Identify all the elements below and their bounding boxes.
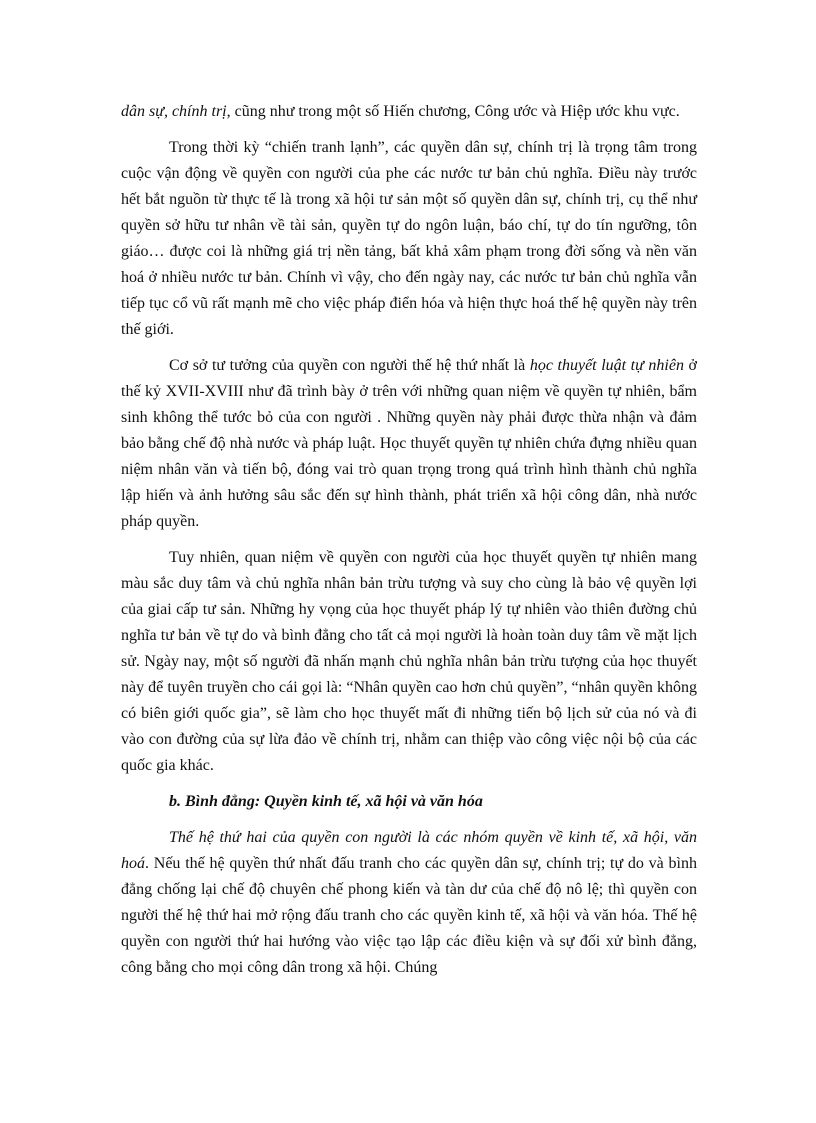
paragraph-2: Trong thời kỳ “chiến tranh lạnh”, các quyền dân sự, chính trị là trọng tâm trong cuộc vận động về quyền con người của phe các nước tư bản chủ nghĩa. Điều này trước hết bắt nguồn từ thực tế là trong xã hội tư sản một số quyền dân sự, chính trị, cụ thể như quyền sở hữu tư nhân về tài sản, quyền tự do ngôn luận, báo chí, tự do tín ngưỡng, tôn giáo… được coi là những giá trị nền tảng, bất khả xâm phạm trong đời sống và nền văn hoá ở nhiều nước tư bản. Chính vì vậy, cho đến ngày nay, các nước tư bản chủ nghĩa vẫn tiếp tục cổ vũ rất mạnh mẽ cho việc pháp điển hóa và hiện thực hoá thế hệ quyền này trên thế giới.: [121, 139, 697, 338]
paragraph-5-emphasis: Thế hệ thứ hai của quyền con người là các nhóm quyền về kinh tế, xã hội, văn hoá: [121, 829, 697, 872]
paragraph-3: [121, 353, 697, 535]
paragraph-3-emphasis: học thuyết luật tự nhiên: [529, 357, 684, 374]
section-heading: b. Bình đẳng: Quyền kinh tế, xã hội và văn hóa: [169, 793, 483, 810]
paragraph-4: Tuy nhiên, quan niệm về quyền con người của học thuyết quyền tự nhiên mang màu sắc duy tâm và chủ nghĩa nhân bản trừu tượng và suy cho cùng là bảo vệ quyền lợi của giai cấp tư sản. Những hy vọng của học thuyết pháp lý tự nhiên vào thiên đường chủ nghĩa tư bản về tự do và bình đẳng cho tất cả mọi người là hoàn toàn duy tâm về mặt lịch sử. Ngày nay, một số người đã nhấn mạnh chủ nghĩa nhân bản trừu tượng của học thuyết này để tuyên truyền cho cái gọi là: “Nhân quyền cao hơn chủ quyền”, “nhân quyền không có biên giới quốc gia”, sẽ làm cho học thuyết mất đi những tiến bộ lịch sử của nó và đi vào con đường của sự lừa đảo về chính trị, nhằm can thiệp vào công việc nội bộ của các quốc gia khác.: [121, 549, 697, 774]
paragraph-1-text: , cũng như trong một số Hiến chương, Công ước và Hiệp ước khu vực.: [226, 103, 680, 120]
paragraph-5-text: . Nếu thế hệ quyền thứ nhất đấu tranh cho các quyền dân sự, chính trị; tự do và bình đẳng chống lại chế độ chuyên chế phong kiến và tàn dư của chế độ nô lệ; thì quyền con người thế hệ thứ hai mở rộng đấu tranh cho các quyền kinh tế, xã hội và văn hóa. Thế hệ quyền con người thứ hai hướng vào việc tạo lập các điều kiện và sự đối xử bình đẳng, công bằng cho mọi công dân trong xã hội. Chúng: [121, 855, 697, 976]
paragraph-3-text-b: ở thế kỷ XVII-XVIII như đã trình bày ở trên với những quan niệm về quyền tự nhiên, bẩm sinh không thể tước bỏ của con người . Những quyền này phải được thừa nhận và đảm bảo bằng chế độ nhà nước và pháp luật. Học thuyết quyền tự nhiên chứa đựng nhiều quan niệm nhân văn và tiến bộ, đóng vai trò quan trọng trong quá trình hình thành chủ nghĩa lập hiến và ảnh hưởng sâu sắc đến sự hình thành, phát triển xã hội công dân, nhà nước pháp quyền.: [121, 357, 697, 530]
paragraph-1: [121, 99, 697, 125]
paragraph-1-emphasis: dân sự, chính trị: [121, 103, 227, 120]
paragraph-3-text-a: Cơ sở tư tưởng của quyền con người thế hệ thứ nhất là: [169, 357, 530, 374]
document-page: [121, 99, 697, 991]
paragraph-5: [121, 825, 697, 981]
